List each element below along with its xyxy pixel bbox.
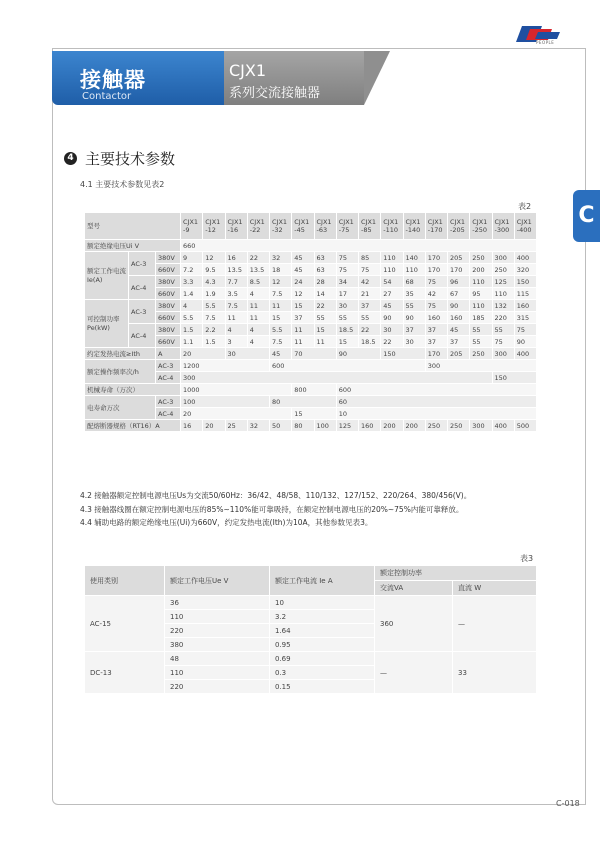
model-header: CJX1 -205 bbox=[448, 213, 470, 240]
spec-table bbox=[84, 212, 537, 432]
group-label: 可控制功率Pe(kW) bbox=[85, 300, 129, 348]
note-line: 4.4 辅助电路的额定绝缘电压(Ui)为660V，约定发热电流(Ith)为10A，其他参数见表3。 bbox=[80, 518, 373, 527]
table-cell: 63 bbox=[314, 252, 336, 264]
intro-text: 4.1 主要技术参数见表2 bbox=[80, 180, 165, 189]
table-cell: 20 bbox=[181, 348, 226, 360]
table-cell: 125 bbox=[492, 276, 514, 288]
table-row bbox=[85, 396, 537, 408]
category-label: AC-3 bbox=[156, 396, 181, 408]
table-cell: 11 bbox=[292, 324, 314, 336]
table-cell: 90 bbox=[336, 348, 381, 360]
table-cell: 300 bbox=[181, 372, 493, 384]
table2-label: 表2 bbox=[518, 202, 532, 211]
table-cell: 200 bbox=[381, 420, 403, 432]
table-cell: 28 bbox=[314, 276, 336, 288]
table-cell: 11 bbox=[270, 300, 292, 312]
table-cell: 37 bbox=[425, 324, 447, 336]
table-cell: 7.5 bbox=[270, 336, 292, 348]
notes bbox=[80, 489, 471, 530]
table-cell: 15 bbox=[336, 336, 358, 348]
voltage-label: 660V bbox=[156, 264, 181, 276]
table-row bbox=[85, 420, 537, 432]
table-cell: 37 bbox=[403, 324, 425, 336]
table-cell: 80 bbox=[292, 420, 314, 432]
row-label: 约定发热电流≥Ith bbox=[85, 348, 156, 360]
table-cell: 660 bbox=[181, 240, 537, 252]
table-cell: 2.2 bbox=[203, 324, 225, 336]
table-cell: 55 bbox=[314, 312, 336, 324]
table-cell: 45 bbox=[292, 264, 314, 276]
model-header: CJX1 -85 bbox=[359, 213, 381, 240]
table-cell: 170 bbox=[425, 264, 447, 276]
section-heading bbox=[64, 148, 175, 169]
table-cell: 0.69 bbox=[270, 652, 375, 666]
table-cell: 160 bbox=[448, 312, 470, 324]
table-cell: 1200 bbox=[181, 360, 270, 372]
table-cell: 67 bbox=[448, 288, 470, 300]
table-cell: 95 bbox=[470, 288, 492, 300]
page-number: C-018 bbox=[556, 799, 580, 808]
table-cell: 60 bbox=[336, 396, 536, 408]
table-cell: 36 bbox=[165, 596, 270, 610]
category-cell: DC-13 bbox=[85, 652, 165, 694]
table-cell: 800 bbox=[292, 384, 337, 396]
table-cell: 55 bbox=[470, 336, 492, 348]
header-cell: 直流 W bbox=[453, 581, 537, 596]
table-cell: 1.1 bbox=[181, 336, 203, 348]
table-cell: 300 bbox=[470, 420, 492, 432]
table-cell: 250 bbox=[470, 348, 492, 360]
header-cell: 额定工作电流 Ie A bbox=[270, 566, 375, 596]
table-cell: 30 bbox=[225, 348, 270, 360]
note-line: 4.2 接触器额定控制电源电压Us为交流50/60Hz：36/42、48/58、110/132、127/152、220/264、380/456(V)。 bbox=[80, 491, 472, 500]
table-cell: 80 bbox=[270, 396, 337, 408]
table-cell: 30 bbox=[381, 324, 403, 336]
table-cell: 90 bbox=[514, 336, 536, 348]
model-header: CJX1 -170 bbox=[425, 213, 447, 240]
table-cell: 75 bbox=[492, 336, 514, 348]
model-header: CJX1 -16 bbox=[225, 213, 247, 240]
model-header: CJX1 -12 bbox=[203, 213, 225, 240]
table-cell: 37 bbox=[292, 312, 314, 324]
table-row bbox=[85, 384, 537, 396]
table-cell: 1.5 bbox=[181, 324, 203, 336]
table-cell: 140 bbox=[403, 252, 425, 264]
model-header: CJX1 -110 bbox=[381, 213, 403, 240]
table-row bbox=[85, 360, 537, 372]
table-cell: 17 bbox=[336, 288, 358, 300]
table-cell: 7.5 bbox=[270, 288, 292, 300]
table-cell: 30 bbox=[403, 336, 425, 348]
table-cell: 21 bbox=[359, 288, 381, 300]
table-row bbox=[85, 276, 537, 288]
table-cell: 48 bbox=[165, 652, 270, 666]
table-cell: 24 bbox=[292, 276, 314, 288]
group-label: 额定工作电流Ie(A) bbox=[85, 252, 129, 300]
table-cell: 200 bbox=[470, 264, 492, 276]
table-cell: 1.4 bbox=[181, 288, 203, 300]
table-cell: 18 bbox=[270, 264, 292, 276]
table-cell: 37 bbox=[448, 336, 470, 348]
table-row bbox=[85, 596, 537, 610]
section-title: 主要技术参数 bbox=[85, 150, 176, 168]
table-cell: 9.5 bbox=[203, 264, 225, 276]
table-cell: 600 bbox=[336, 384, 536, 396]
voltage-label: 380V bbox=[156, 252, 181, 264]
table-cell: 110 bbox=[492, 288, 514, 300]
table-cell: 75 bbox=[336, 252, 358, 264]
table-cell: 34 bbox=[336, 276, 358, 288]
table-cell: 45 bbox=[448, 324, 470, 336]
header-subtitle: 系列交流接触器 bbox=[229, 86, 321, 101]
table-row bbox=[85, 213, 537, 240]
model-header: CJX1 -140 bbox=[403, 213, 425, 240]
table-cell: 37 bbox=[359, 300, 381, 312]
table-cell: 35 bbox=[403, 288, 425, 300]
ac-power-cell: — bbox=[375, 652, 453, 694]
table-cell: 10 bbox=[270, 596, 375, 610]
table-cell: 22 bbox=[359, 324, 381, 336]
table-cell: 50 bbox=[270, 420, 292, 432]
table-cell: 4 bbox=[181, 300, 203, 312]
table-cell: 170 bbox=[425, 348, 447, 360]
table-cell: 13.5 bbox=[247, 264, 269, 276]
ac-power-cell: 360 bbox=[375, 596, 453, 652]
table-cell: 110 bbox=[470, 276, 492, 288]
table-cell: 42 bbox=[425, 288, 447, 300]
table-cell: 300 bbox=[492, 348, 514, 360]
table-cell: 11 bbox=[314, 336, 336, 348]
table-cell: 0.15 bbox=[270, 680, 375, 694]
table-cell: 1.5 bbox=[203, 336, 225, 348]
table-cell: 90 bbox=[448, 300, 470, 312]
table-cell: 1.64 bbox=[270, 624, 375, 638]
category-label: AC-3 bbox=[129, 300, 156, 324]
table-cell: 70 bbox=[292, 348, 337, 360]
header-title: 接触器 bbox=[80, 68, 146, 92]
table-cell: 200 bbox=[403, 420, 425, 432]
table-cell: 110 bbox=[381, 252, 403, 264]
model-header: CJX1 -9 bbox=[181, 213, 203, 240]
table-cell: 13.5 bbox=[225, 264, 247, 276]
table-row bbox=[85, 252, 537, 264]
header-cell: 额定工作电压Ue V bbox=[165, 566, 270, 596]
table-cell: 15 bbox=[270, 312, 292, 324]
table3-label: 表3 bbox=[520, 554, 534, 563]
table-cell: 54 bbox=[381, 276, 403, 288]
table-cell: 30 bbox=[336, 300, 358, 312]
table-cell: 380 bbox=[165, 638, 270, 652]
table-cell: 205 bbox=[448, 252, 470, 264]
table-cell: 3.3 bbox=[181, 276, 203, 288]
table-cell: 4 bbox=[225, 324, 247, 336]
table-cell: 125 bbox=[336, 420, 358, 432]
table-cell: 150 bbox=[514, 276, 536, 288]
table-cell: 75 bbox=[336, 264, 358, 276]
table-cell: 250 bbox=[470, 252, 492, 264]
table-cell: 100 bbox=[314, 420, 336, 432]
table-cell: 10 bbox=[336, 408, 536, 420]
table-cell: 110 bbox=[165, 610, 270, 624]
table-cell: 250 bbox=[448, 420, 470, 432]
voltage-label: 660V bbox=[156, 288, 181, 300]
table-cell: 12 bbox=[203, 252, 225, 264]
table-cell: 160 bbox=[514, 300, 536, 312]
table-cell: 15 bbox=[292, 408, 337, 420]
table-cell: 500 bbox=[514, 420, 536, 432]
model-header: CJX1 -45 bbox=[292, 213, 314, 240]
voltage-label: 380V bbox=[156, 276, 181, 288]
model-header: CJX1 -400 bbox=[514, 213, 536, 240]
table-cell: 55 bbox=[470, 324, 492, 336]
table-cell: 8.5 bbox=[247, 276, 269, 288]
table-cell: 63 bbox=[314, 264, 336, 276]
table-cell: 42 bbox=[359, 276, 381, 288]
table-cell: 18.5 bbox=[359, 336, 381, 348]
category-label: AC-4 bbox=[129, 276, 156, 300]
table-cell: 75 bbox=[514, 324, 536, 336]
table-cell: 5.5 bbox=[181, 312, 203, 324]
header-title-en: Contactor bbox=[82, 91, 132, 102]
model-header: CJX1 -63 bbox=[314, 213, 336, 240]
table-cell: 110 bbox=[403, 264, 425, 276]
table-cell: 320 bbox=[514, 264, 536, 276]
table-cell: 25 bbox=[225, 420, 247, 432]
section-number: 4 bbox=[64, 152, 77, 165]
table-cell: 7.2 bbox=[181, 264, 203, 276]
brand-name: PEOPLE bbox=[536, 40, 555, 45]
table-cell: 45 bbox=[381, 300, 403, 312]
table-cell: 300 bbox=[492, 252, 514, 264]
model-header: CJX1 -300 bbox=[492, 213, 514, 240]
table-cell: 170 bbox=[425, 252, 447, 264]
table-row bbox=[85, 566, 537, 581]
table-row bbox=[85, 652, 537, 666]
table-cell: 15 bbox=[292, 300, 314, 312]
row-label: 电寿命万次 bbox=[85, 396, 156, 420]
table-cell: 132 bbox=[492, 300, 514, 312]
table-cell: 75 bbox=[425, 276, 447, 288]
model-header: CJX1 -32 bbox=[270, 213, 292, 240]
table-cell: 5.5 bbox=[203, 300, 225, 312]
table-cell: 90 bbox=[381, 312, 403, 324]
row-label: 额定操作频率次/h bbox=[85, 360, 156, 384]
dc-power-cell: — bbox=[453, 596, 537, 652]
table-cell: 170 bbox=[448, 264, 470, 276]
category-label: AC-4 bbox=[129, 324, 156, 348]
header-model: CJX1 bbox=[229, 61, 267, 80]
table-cell: 115 bbox=[514, 288, 536, 300]
row-label: 机械寿命（万次） bbox=[85, 384, 181, 396]
table-cell: 4.3 bbox=[203, 276, 225, 288]
table-row bbox=[85, 348, 537, 360]
table-cell: 20 bbox=[203, 420, 225, 432]
table-cell: 32 bbox=[270, 252, 292, 264]
table-cell: 4 bbox=[247, 336, 269, 348]
table-cell: 0.3 bbox=[270, 666, 375, 680]
table-cell: 220 bbox=[165, 680, 270, 694]
table-cell: 400 bbox=[514, 252, 536, 264]
table-cell: 160 bbox=[425, 312, 447, 324]
table-cell: 32 bbox=[247, 420, 269, 432]
table-cell: 55 bbox=[403, 300, 425, 312]
category-label: AC-4 bbox=[156, 408, 181, 420]
table-cell: 185 bbox=[470, 312, 492, 324]
table-cell: 37 bbox=[425, 336, 447, 348]
row-label: 配熔断器规格（RT16）A bbox=[85, 420, 181, 432]
table-cell: 3 bbox=[225, 336, 247, 348]
table-cell: 22 bbox=[381, 336, 403, 348]
voltage-label: 380V bbox=[156, 300, 181, 312]
category-label: AC-3 bbox=[129, 252, 156, 276]
table-cell: 96 bbox=[448, 276, 470, 288]
table-cell: 7.5 bbox=[225, 300, 247, 312]
voltage-label: 380V bbox=[156, 324, 181, 336]
table-cell: 90 bbox=[403, 312, 425, 324]
table-cell: 16 bbox=[225, 252, 247, 264]
table-cell: 20 bbox=[181, 408, 292, 420]
table-cell: 75 bbox=[425, 300, 447, 312]
table-cell: 14 bbox=[314, 288, 336, 300]
table-cell: 68 bbox=[403, 276, 425, 288]
category-cell: AC-15 bbox=[85, 596, 165, 652]
table-cell: 22 bbox=[247, 252, 269, 264]
side-tab[interactable]: C bbox=[573, 190, 600, 242]
table-cell: 12 bbox=[270, 276, 292, 288]
table-cell: 7.7 bbox=[225, 276, 247, 288]
table-cell: 300 bbox=[425, 360, 536, 372]
auxiliary-table bbox=[84, 565, 537, 694]
table-cell: 16 bbox=[181, 420, 203, 432]
table-cell: 9 bbox=[181, 252, 203, 264]
table-cell: 220 bbox=[165, 624, 270, 638]
table-row bbox=[85, 324, 537, 336]
table-cell: 55 bbox=[359, 312, 381, 324]
model-header: CJX1 -75 bbox=[336, 213, 358, 240]
table-cell: 11 bbox=[247, 300, 269, 312]
table-cell: 1.9 bbox=[203, 288, 225, 300]
table-cell: 3.5 bbox=[225, 288, 247, 300]
table-cell: 4 bbox=[247, 324, 269, 336]
category-label: AC-4 bbox=[156, 372, 181, 384]
table-cell: 315 bbox=[514, 312, 536, 324]
table-cell: 150 bbox=[381, 348, 426, 360]
model-header: CJX1 -22 bbox=[247, 213, 269, 240]
table-cell: 75 bbox=[359, 264, 381, 276]
table-cell: 250 bbox=[425, 420, 447, 432]
table-cell: 15 bbox=[314, 324, 336, 336]
header-label: 型号 bbox=[85, 213, 181, 240]
table-cell: 22 bbox=[314, 300, 336, 312]
table-cell: 110 bbox=[381, 264, 403, 276]
table-cell: 45 bbox=[292, 252, 314, 264]
dc-power-cell: 33 bbox=[453, 652, 537, 694]
table-cell: 55 bbox=[492, 324, 514, 336]
table-cell: 220 bbox=[492, 312, 514, 324]
table-cell: 250 bbox=[492, 264, 514, 276]
table-cell: 1000 bbox=[181, 384, 292, 396]
table-cell: 110 bbox=[470, 300, 492, 312]
table-cell: 4 bbox=[247, 288, 269, 300]
table-cell: 100 bbox=[181, 396, 270, 408]
header-cell: 使用类别 bbox=[85, 566, 165, 596]
table-cell: 400 bbox=[514, 348, 536, 360]
header-cell: 额定控制功率 bbox=[375, 566, 537, 581]
voltage-label: 660V bbox=[156, 312, 181, 324]
voltage-label: 660V bbox=[156, 336, 181, 348]
table-cell: 27 bbox=[381, 288, 403, 300]
table-cell: 11 bbox=[292, 336, 314, 348]
model-header: CJX1 -250 bbox=[470, 213, 492, 240]
table-cell: 85 bbox=[359, 252, 381, 264]
table-row bbox=[85, 240, 537, 252]
table-cell: 12 bbox=[292, 288, 314, 300]
table-cell: 7.5 bbox=[203, 312, 225, 324]
table-row bbox=[85, 300, 537, 312]
header-cell: 交流VA bbox=[375, 581, 453, 596]
table-cell: 5.5 bbox=[270, 324, 292, 336]
unit-label: A bbox=[156, 348, 181, 360]
table-cell: 18.5 bbox=[336, 324, 358, 336]
table-cell: 11 bbox=[225, 312, 247, 324]
table-cell: 205 bbox=[448, 348, 470, 360]
note-line: 4.3 接触器线圈在额定控制电源电压的85%~110%能可靠吸持，在额定控制电源电压的20%~75%内能可靠释放。 bbox=[80, 504, 464, 514]
table-cell: 0.95 bbox=[270, 638, 375, 652]
row-label: 额定绝缘电压Ui V bbox=[85, 240, 181, 252]
table-cell: 3.2 bbox=[270, 610, 375, 624]
table-cell: 150 bbox=[492, 372, 537, 384]
category-label: AC-3 bbox=[156, 360, 181, 372]
table-cell: 110 bbox=[165, 666, 270, 680]
table-cell: 55 bbox=[336, 312, 358, 324]
table-cell: 600 bbox=[270, 360, 426, 372]
table-cell: 45 bbox=[270, 348, 292, 360]
table-cell: 400 bbox=[492, 420, 514, 432]
table-cell: 160 bbox=[359, 420, 381, 432]
table-cell: 11 bbox=[247, 312, 269, 324]
